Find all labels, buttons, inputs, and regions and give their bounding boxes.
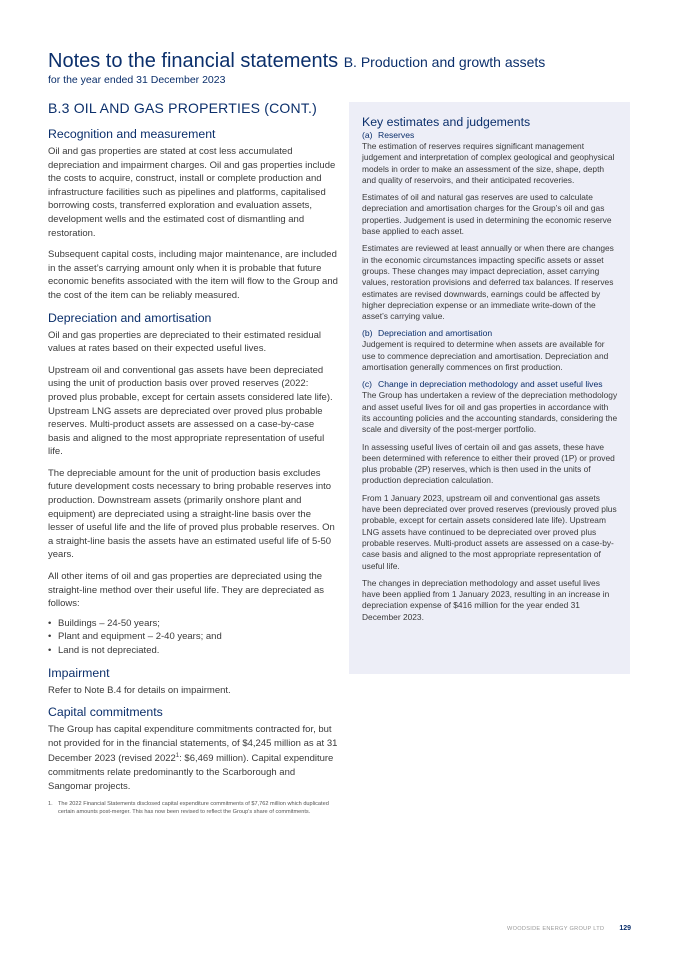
key-estimates-title: Key estimates and judgements [362,115,531,129]
dep-amort-heading-text: Depreciation and amortisation [378,328,493,339]
reserves-heading [362,130,618,141]
list-item: • Plant and equipment – 2-40 years; and [48,630,338,644]
title-section: B. Production and growth assets [343,54,546,70]
recognition-para-1: Oil and gas properties are stated at cost less accumulated depreciation and impairment charges. Oil and gas properties include the costs to acquire, construct, install or complete production and infrastructure facilities such as pipelines and platforms, capitalised borrowing costs, transferred exploration and evaluation assets, development wells and the estimated cost of dismantling and restoration. [48,146,336,239]
title-main: Notes to the financial statements [48,50,339,72]
footnote-text: The 2022 Financial Statements disclosed capital expenditure commitments of $7,762 million which duplicated certain amounts post-merger. This has now been revised to reflect the Group’s share of commitments. [58,801,329,815]
key-estimates-box [349,102,630,674]
footnote-number: 1. [48,801,53,808]
recognition-para-2: Subsequent capital costs, including major maintenance, are included in the asset’s carrying amount only when it is probable that future economic benefits associated with the item will flow to the Group and the cost of the item can be reliably measured. [48,249,338,301]
impairment-heading: Impairment [48,665,110,680]
change-heading [362,379,618,390]
depreciation-para-2: Upstream oil and conventional gas assets have been depreciated using the unit of production basis over proved reserves (2022: proved plus probable, except for certain assets considered late life). Upstream LNG assets are depreciated over proved plus probable reserves. Multi-product assets are assessed on a case-by-case basis and aligned to the most appropriate representation of useful life. [48,364,333,458]
depreciation-para-4: All other items of oil and gas properties are depreciated using the straight-line method over their useful life. They are depreciated as follows: [48,571,325,610]
useful-life-list [48,617,338,658]
page-number: 129 [619,925,631,932]
capital-text-a: The Group has capital expenditure commitments contracted for, but not provided for in the financial statements, of $4,245 million as at 31 December 2023 (revised 2022 [48,724,338,765]
dep-amort-label: (b) [362,328,373,339]
list-item: • Land is not depreciated. [48,644,338,658]
capital-commitments-para [48,723,338,793]
page-period: for the year ended 31 December 2023 [48,74,226,86]
impairment-para-1: Refer to Note B.4 for details on impairment. [48,684,231,696]
left-column [48,100,338,817]
depreciation-para-3: The depreciable amount for the unit of production basis excludes future development costs necessary to bring probable reserves into production. Downstream assets (primarily onshore plant and equipment) are depreciated using a straight-line basis over the lesser of useful life and the life of proved plus probable reserves. On a straight-line basis the assets have an estimated useful life of 5-50 years. [48,467,335,561]
section-title: B.3 OIL AND GAS PROPERTIES (CONT.) [48,100,317,116]
page-title [48,50,545,73]
change-heading-text: Change in depreciation methodology and asset useful lives [378,379,603,390]
dep-amort-heading [362,328,618,339]
reserves-label: (a) [362,130,373,140]
change-para-3: From 1 January 2023, upstream oil and conventional gas assets have been depreciated over proved reserves (previously proved plus probable, except for certain assets considered late life). Upstream LNG assets have continued to be depreciated over proved plus probable reserves. Multi-product assets are assessed on a case-by-case basis and aligned to the most appropriate representation of useful life. [362,492,617,571]
recognition-heading: Recognition and measurement [48,127,216,141]
list-item: • Buildings – 24-50 years; [48,617,338,631]
reserves-para-3: Estimates are reviewed at least annually or when there are changes in the economic circumstances impacting specific assets or asset groups. These changes may impact depreciation, asset carrying values, restoration provisions and deferred tax balances. If reserves estimates are revised downwards, earnings could be affected by higher depreciation expense or an immediate write-down of the asset’s carrying value. [362,243,614,322]
change-label: (c) [362,379,373,390]
capital-text-b: : $6,469 million). Capital expenditure commitments relate predominantly to the Scarborough and Sangomar projects. [48,753,334,792]
footer-company: WOODSIDE ENERGY GROUP LTD [506,925,605,932]
depreciation-para-1: Oil and gas properties are depreciated to their estimated residual values at rates based on their expected useful lives. [48,329,322,355]
footnote-ref: 1 [175,753,180,760]
dep-amort-para-1: Judgement is required to determine when assets are available for use to commence depreciation and amortisation. Depreciation and amortisation generally commences on first production. [362,339,609,373]
page-footer [507,925,631,932]
reserves-para-1: The estimation of reserves requires significant management judgement and interpretation of complex geological and geophysical models in order to make an assessment of the size, shape, depth and quality of reservoirs, and their anticipated recoveries. [362,141,615,185]
capital-commitments-heading: Capital commitments [48,705,163,720]
depreciation-heading: Depreciation and amortisation [48,310,212,325]
change-para-2: In assessing useful lives of certain oil and gas assets, these have been determined with reference to either their proved (1P) or proved plus probable (2P) reserves, which is then used in the units of production depreciation calculation. [362,441,615,486]
reserves-para-2: Estimates of oil and natural gas reserves are used to calculate depreciation and amortisation charges for the Group’s oil and gas properties. Judgement is used in determining the economic reserve base applied to each asset. [362,192,612,237]
reserves-heading-text: Reserves [378,130,415,140]
footnote [48,801,338,816]
page-header [48,50,545,86]
change-para-4: The changes in depreciation methodology and asset useful lives have been applied from 1 January 2023, resulting in an increase in depreciation expense of $416 million for the year ended 31 December 2023. [362,577,610,622]
change-para-1: The Group has undertaken a review of the depreciation methodology and asset useful lives for oil and gas properties in accordance with its accounting policies and the accounting standards, considering the scale and diversity of the post-merger portfolio. [362,390,618,435]
